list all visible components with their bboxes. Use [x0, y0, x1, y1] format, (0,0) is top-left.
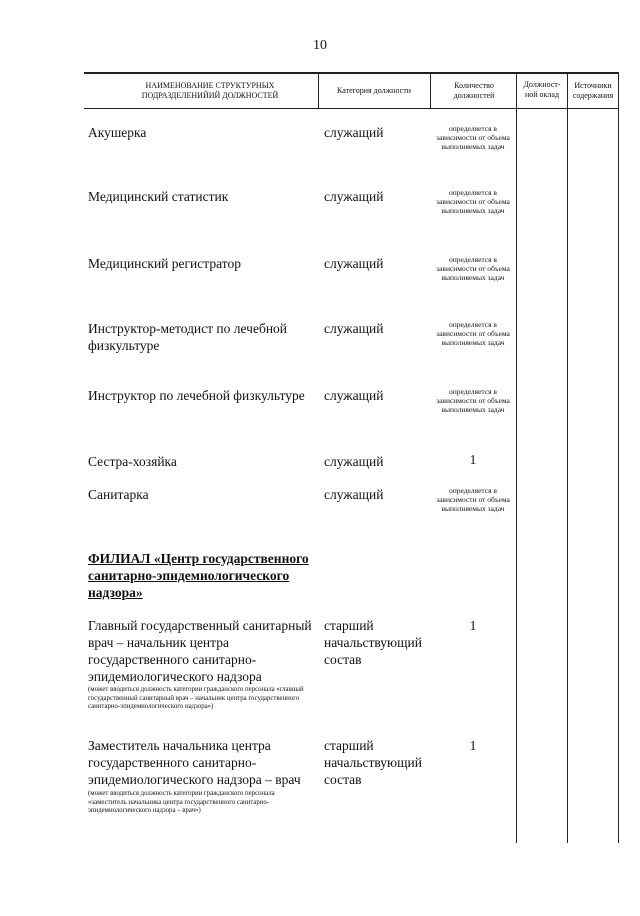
position-category: служащий [324, 388, 384, 403]
position-quantity: 1 [469, 452, 477, 467]
position-category: служащий [324, 454, 384, 469]
position-quantity: 1 [469, 618, 477, 633]
header-name: НАИМЕНОВАНИЕ СТРУКТУРНЫХ ПОДРАЗДЕЛЕНИЙИЙ ДОЛЖНОСТЕЙ [141, 81, 279, 100]
col-divider-3 [516, 73, 517, 843]
col-divider-5 [618, 73, 619, 843]
position-quantity: определяется в зависимости от объема выполняемых задач [436, 255, 510, 283]
position-category: старший начальствующий состав [324, 738, 422, 787]
position-name: Санитарка [88, 487, 149, 502]
position-note: (может вводиться должность категории гражданского персонала «главный государственный санитарный врач – начальник центра государственного санитарно-эпидемиологического надзора») [88, 686, 304, 710]
position-name: Медицинский регистратор [88, 256, 241, 271]
header-salary: Должност-ной оклад [523, 80, 561, 99]
position-quantity: определяется в зависимости от объема выполняемых задач [436, 124, 510, 152]
position-name: Медицинский статистик [88, 189, 229, 204]
col-divider-2 [430, 73, 431, 109]
position-quantity: определяется в зависимости от объема выполняемых задач [436, 320, 510, 348]
position-name: Инструктор по лечебной физкультуре [88, 388, 305, 403]
position-quantity: определяется в зависимости от объема выполняемых задач [436, 387, 510, 415]
header-source: Источники содержания [572, 81, 614, 100]
position-category: служащий [324, 321, 384, 336]
col-divider-1 [318, 73, 319, 109]
position-category: служащий [324, 125, 384, 140]
position-quantity: 1 [469, 738, 477, 753]
position-note: (может вводиться должность категории гражданского персонала «заместитель начальника центра государственного санитарно-эпидемиологического надзора – врач») [88, 790, 275, 814]
position-quantity: определяется в зависимости от объема выполняемых задач [436, 486, 510, 514]
table-header-rule [84, 108, 619, 109]
position-name: Инструктор-методист по лечебной физкультуре [88, 321, 288, 353]
position-name: Главный государственный санитарный врач – начальник центра государственного санитарно-эпидемиологического надзора [88, 618, 312, 684]
position-category: старший начальствующий состав [324, 618, 422, 667]
position-category: служащий [324, 189, 384, 204]
position-name: Заместитель начальника центра государственного санитарно-эпидемиологического надзора – врач [88, 738, 301, 787]
position-category: служащий [324, 256, 384, 271]
section-title: ФИЛИАЛ «Центр государственного санитарно-эпидемиологического надзора» [88, 551, 309, 600]
position-quantity: определяется в зависимости от объема выполняемых задач [436, 188, 510, 216]
header-quantity: Количество должностей [453, 81, 495, 100]
col-divider-4 [567, 73, 568, 843]
page-number: 10 [313, 38, 327, 53]
position-category: служащий [324, 487, 384, 502]
header-category: Категория должности [337, 86, 411, 95]
position-name: Сестра-хозяйка [88, 454, 177, 469]
position-name: Акушерка [88, 125, 147, 140]
